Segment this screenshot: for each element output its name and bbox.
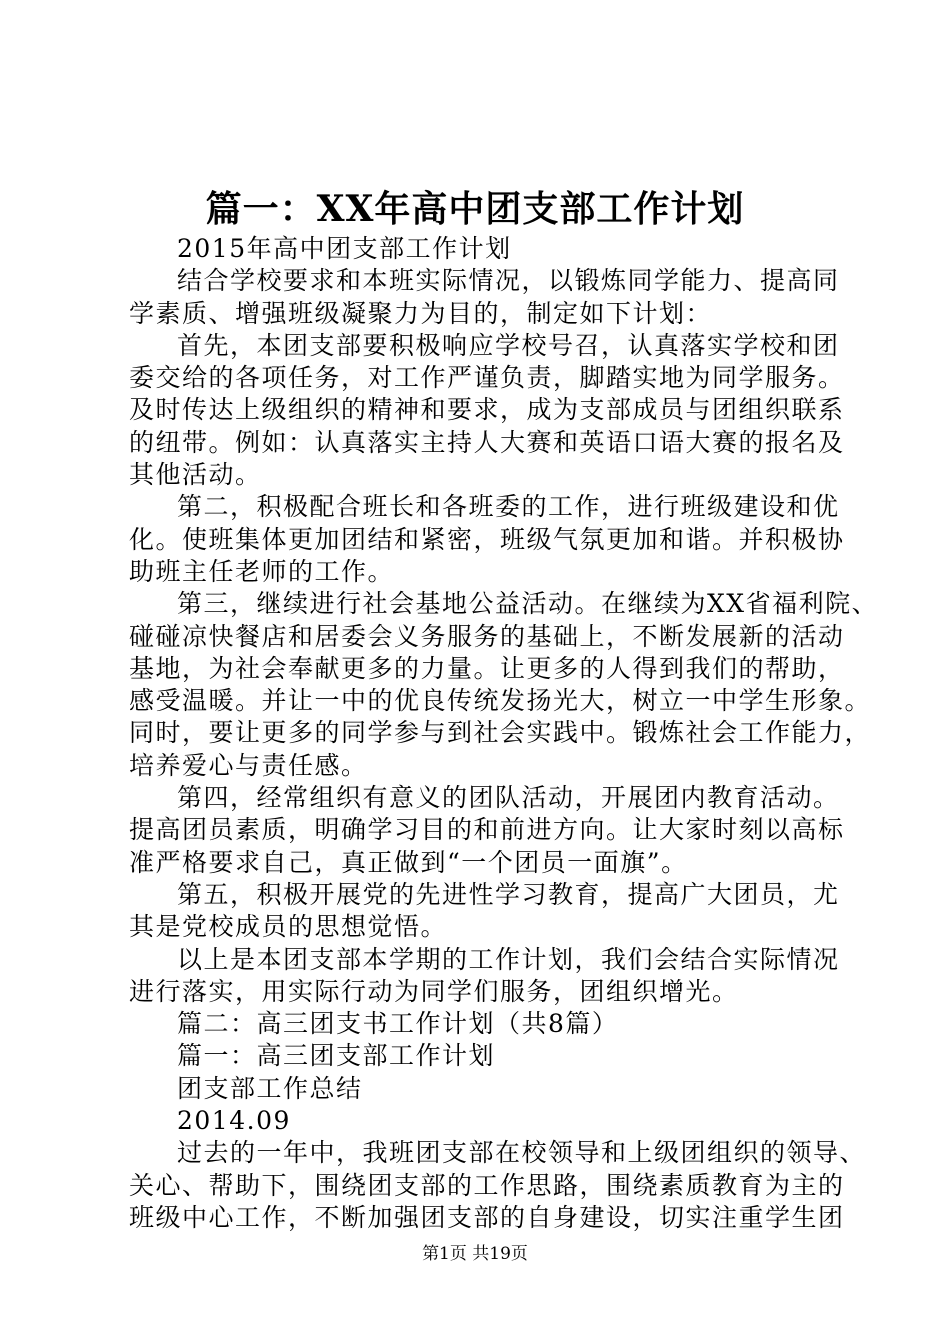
body-line: 进行落实，用实际行动为同学们服务，团组织增光。 <box>129 976 739 1006</box>
body-line: 助班主任老师的工作。 <box>129 556 395 586</box>
body-line: 结合学校要求和本班实际情况，以锻炼同学能力、提高同 <box>177 266 840 296</box>
body-line: 首先，本团支部要积极响应学校号召，认真落实学校和团 <box>177 330 840 360</box>
body-line: 第四，经常组织有意义的团队活动，开展团内教育活动。 <box>177 783 840 813</box>
document-body <box>129 233 879 1234</box>
body-line: 篇二：高三团支书工作计划（共8篇） <box>177 1009 619 1039</box>
body-line: 准严格要求自己，真正做到“一个团员一面旗”。 <box>129 847 688 877</box>
body-line: 学素质、增强班级凝聚力为目的，制定如下计划： <box>129 298 713 328</box>
body-line: 及时传达上级组织的精神和要求，成为支部成员与团组织联系 <box>129 395 845 425</box>
body-line: 其他活动。 <box>129 460 262 490</box>
body-line: 委交给的各项任务，对工作严谨负责，脚踏实地为同学服务。 <box>129 363 845 393</box>
body-line: 关心、帮助下，围绕团支部的工作思路，围绕素质教育为主的 <box>129 1170 845 1200</box>
body-line: 碰碰凉快餐店和居委会义务服务的基础上，不断发展新的活动 <box>129 621 845 651</box>
body-line: 培养爱心与责任感。 <box>129 750 368 780</box>
body-line: 过去的一年中，我班团支部在校领导和上级团组织的领导、 <box>177 1138 867 1168</box>
body-line: 提高团员素质，明确学习目的和前进方向。让大家时刻以高标 <box>129 815 845 845</box>
body-line: 班级中心工作，不断加强团支部的自身建设，切实注重学生团 <box>129 1202 845 1232</box>
body-line: 同时，要让更多的同学参与到社会实践中。锻炼社会工作能力， <box>129 718 872 748</box>
body-line: 的纽带。例如：认真落实主持人大赛和英语口语大赛的报名及 <box>129 427 845 457</box>
body-line: 其是党校成员的思想觉悟。 <box>129 912 448 942</box>
body-line: 化。使班集体更加团结和紧密，班级气氛更加和谐。并积极协 <box>129 524 845 554</box>
page-footer: 第1页 共19页 <box>422 1244 528 1264</box>
body-line: 2015年高中团支部工作计划 <box>177 234 512 263</box>
body-line: 基地，为社会奉献更多的力量。让更多的人得到我们的帮助， <box>129 653 845 683</box>
body-line: 篇一：高三团支部工作计划 <box>177 1041 496 1071</box>
body-line: 第二，积极配合班长和各班委的工作，进行班级建设和优 <box>177 492 840 522</box>
body-line: 感受温暖。并让一中的优良传统发扬光大，树立一中学生形象。 <box>129 686 872 716</box>
body-line: 以上是本团支部本学期的工作计划，我们会结合实际情况 <box>177 944 840 974</box>
body-line: 2014.09 <box>177 1106 291 1136</box>
body-line: 第五，积极开展党的先进性学习教育，提高广大团员，尤 <box>177 879 840 909</box>
document-title: 篇一：XX年高中团支部工作计划 <box>205 188 745 230</box>
body-line: 第三，继续进行社会基地公益活动。在继续为XX省福利院、 <box>177 589 879 619</box>
body-line: 团支部工作总结 <box>177 1073 363 1103</box>
